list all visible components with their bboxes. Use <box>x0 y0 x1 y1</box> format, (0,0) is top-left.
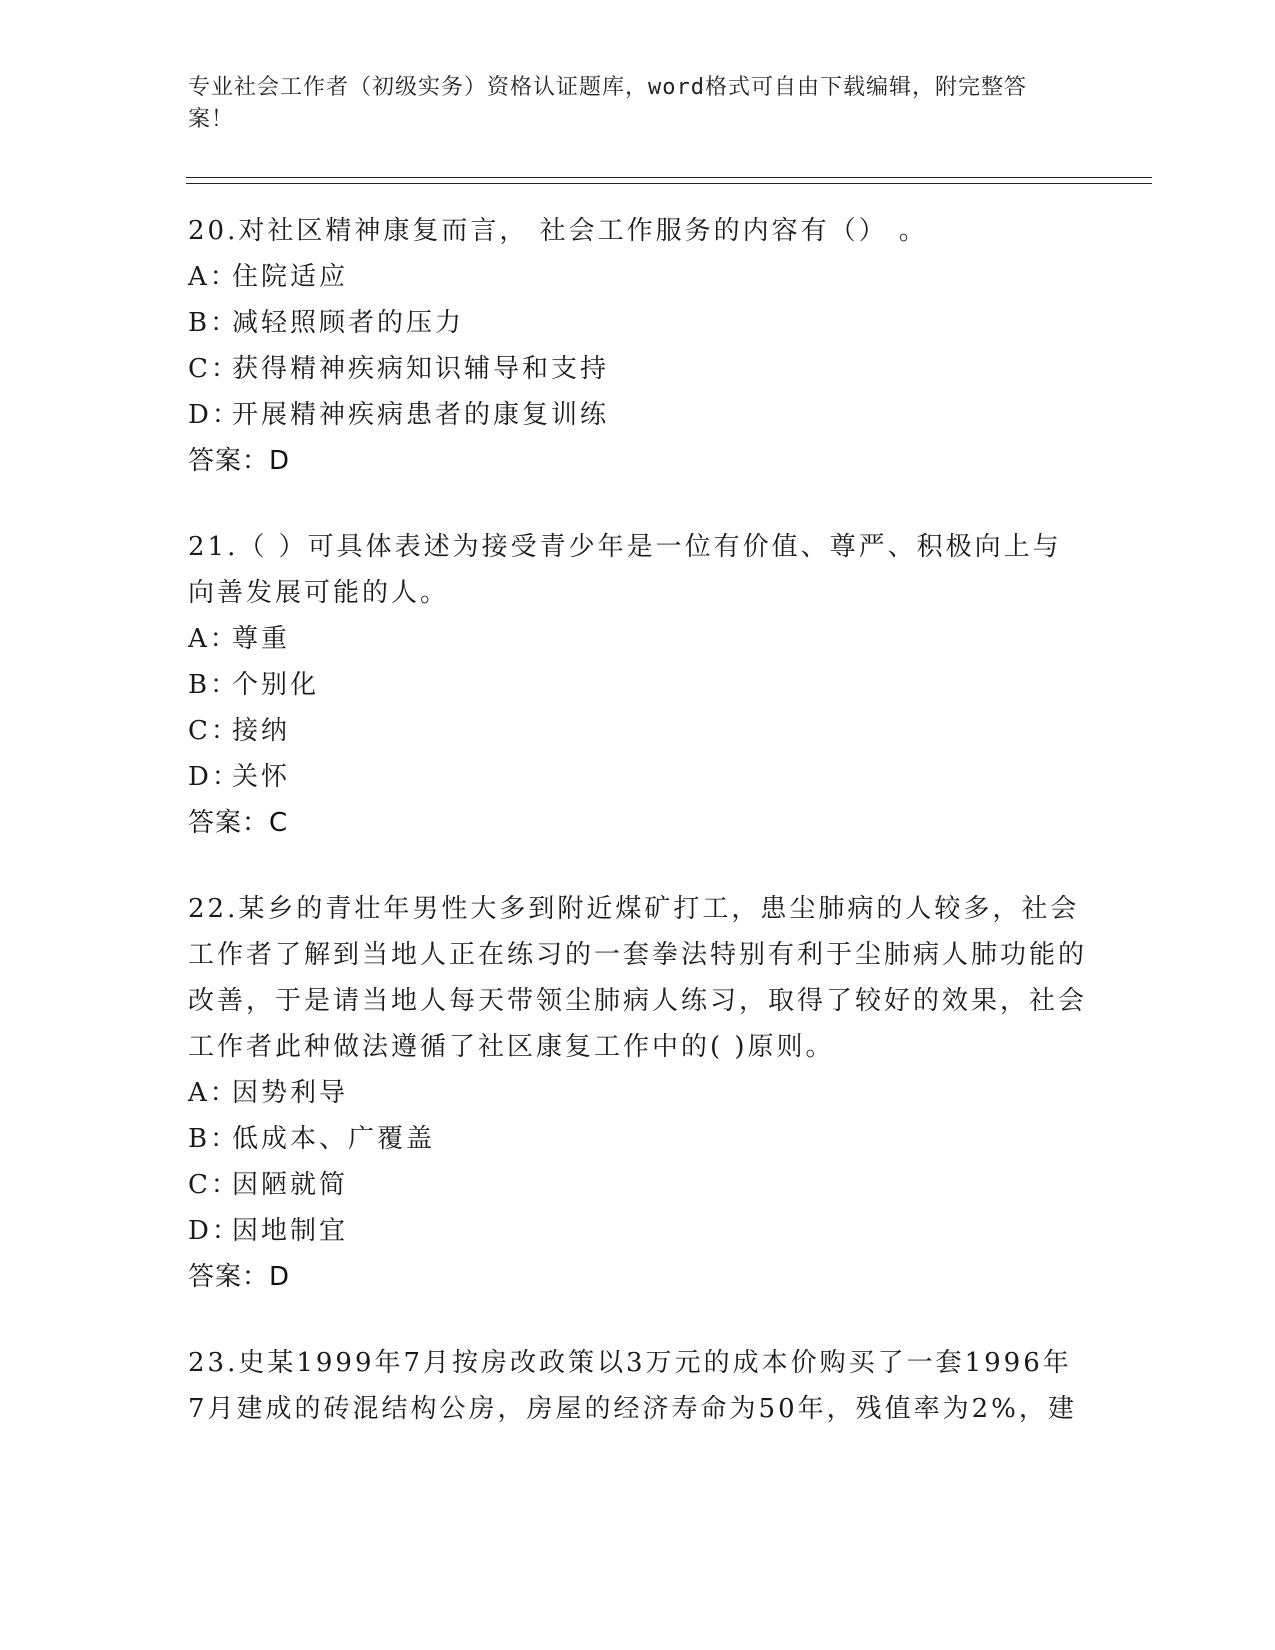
option-c <box>188 346 1088 392</box>
option-text: 因地制宜 <box>232 1216 349 1246</box>
option-key: D： <box>188 1216 241 1246</box>
option-b <box>188 1116 1088 1162</box>
option-a <box>188 1070 1088 1116</box>
option-key: D： <box>188 762 241 792</box>
header-divider-top <box>186 177 1152 178</box>
question-20 <box>188 208 1088 484</box>
option-d <box>188 1208 1088 1254</box>
question-text: 23.史某1999年7月按房改政策以3万元的成本价购买了一套1996年7月建成的砖混结构公房，房屋的经济寿命为50年，残值率为2%，建 <box>188 1348 1077 1424</box>
option-c <box>188 708 1088 754</box>
answer: 答案：C <box>188 808 289 838</box>
option-b <box>188 300 1088 346</box>
option-text: 减轻照顾者的压力 <box>232 308 465 338</box>
option-b <box>188 662 1088 708</box>
option-a <box>188 254 1088 300</box>
option-text: 开展精神疾病患者的康复训练 <box>232 400 610 430</box>
question-text: 21.（ ）可具体表述为接受青少年是一位有价值、尊严、积极向上与向善发展可能的人。 <box>188 532 1062 608</box>
option-d <box>188 754 1088 800</box>
option-c <box>188 1162 1088 1208</box>
option-key: B： <box>188 1124 240 1154</box>
question-22 <box>188 886 1088 1300</box>
option-text: 个别化 <box>232 670 320 700</box>
question-23 <box>188 1340 1088 1432</box>
option-key: A： <box>188 624 239 654</box>
option-key: D： <box>188 400 241 430</box>
option-key: A： <box>188 262 239 292</box>
option-text: 关怀 <box>232 762 291 792</box>
option-text: 获得精神疾病知识辅导和支持 <box>232 354 610 384</box>
option-text: 因陋就简 <box>232 1170 349 1200</box>
header-divider-bottom <box>186 183 1152 184</box>
question-21 <box>188 524 1088 846</box>
option-text: 因势利导 <box>232 1078 349 1108</box>
option-text: 接纳 <box>232 716 291 746</box>
option-key: C： <box>188 716 240 746</box>
answer: 答案：D <box>188 1262 291 1292</box>
answer: 答案：D <box>188 446 291 476</box>
option-key: C： <box>188 1170 240 1200</box>
option-key: A： <box>188 1078 239 1108</box>
option-text: 住院适应 <box>232 262 349 292</box>
question-list <box>188 208 1088 1472</box>
option-text: 低成本、广覆盖 <box>232 1124 436 1154</box>
option-text: 尊重 <box>232 624 291 654</box>
option-key: B： <box>188 670 240 700</box>
option-a <box>188 616 1088 662</box>
option-key: C： <box>188 354 240 384</box>
option-d <box>188 392 1088 438</box>
question-text: 22.某乡的青壮年男性大多到附近煤矿打工，患尘肺病的人较多，社会工作者了解到当地人正在练习的一套拳法特别有利于尘肺病人肺功能的改善，于是请当地人每天带领尘肺病人练习，取得了较好的效果，社会工作者此种做法遵循了社区康复工作中的( )原则。 <box>188 894 1088 1062</box>
option-key: B： <box>188 308 240 338</box>
question-text: 20.对社区精神康复而言， 社会工作服务的内容有（） 。 <box>188 216 928 246</box>
document-header: 专业社会工作者（初级实务）资格认证题库，word格式可自由下载编辑，附完整答案！ <box>188 75 1027 132</box>
